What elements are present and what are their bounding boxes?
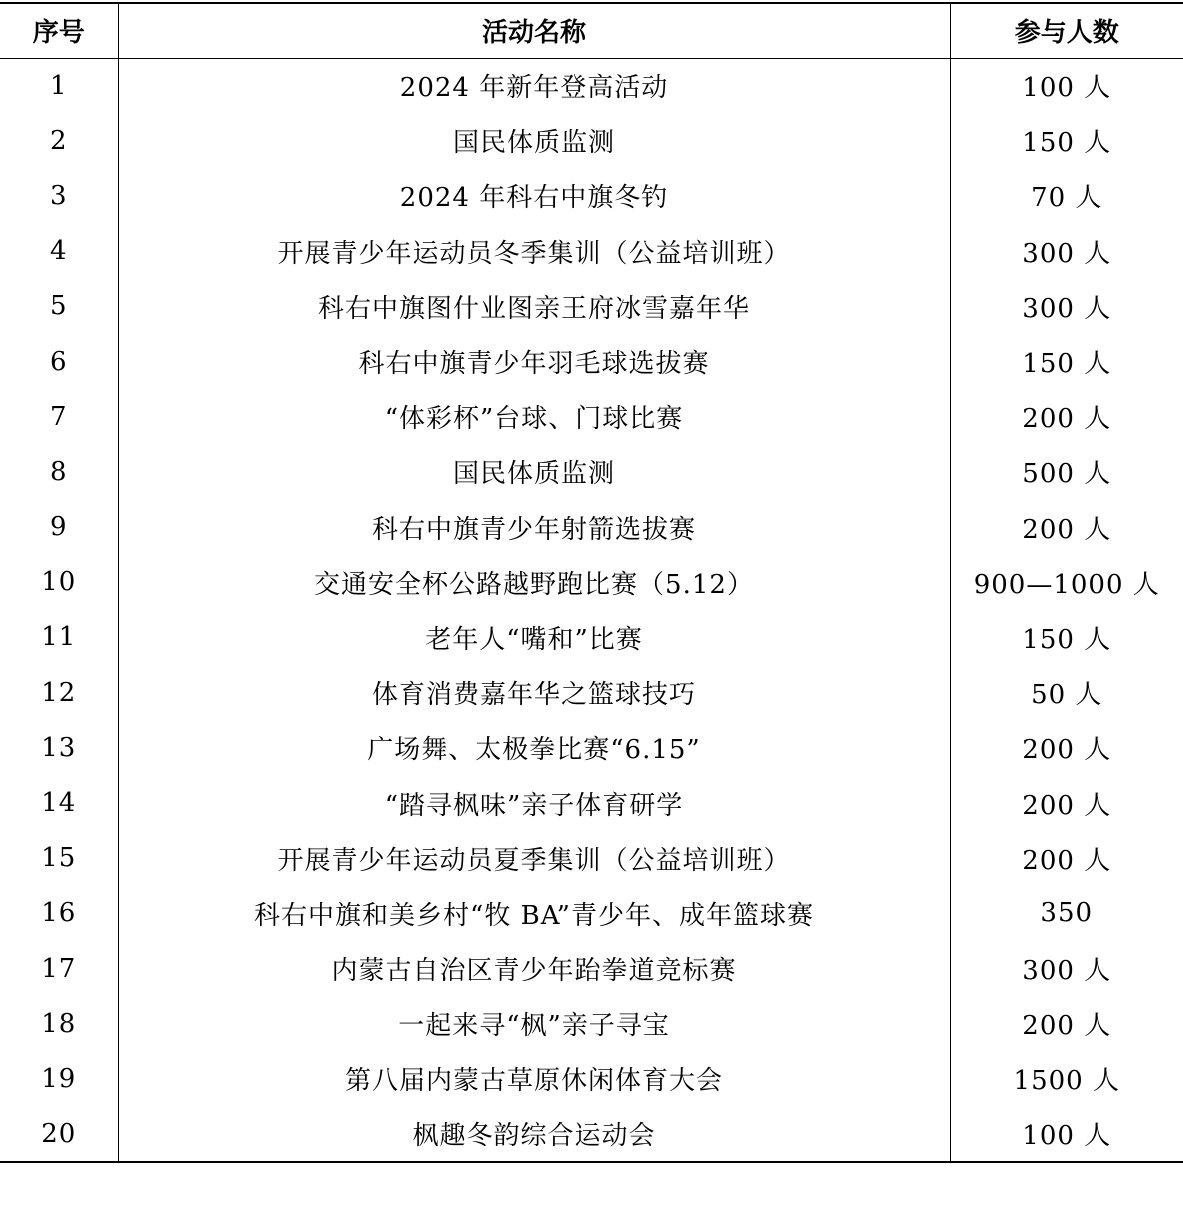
table-row: [0, 224, 1183, 279]
row-index-cell: 18: [0, 996, 118, 1051]
row-activity-name-cell: 开展青少年运动员夏季集训（公益培训班）: [118, 831, 950, 886]
row-participant-count-cell: 1500 人: [1013, 1066, 1120, 1097]
table-header: [0, 3, 1183, 58]
row-index-cell: 1: [0, 58, 118, 113]
table-row: [0, 1051, 1183, 1106]
row-index-cell: 3: [0, 168, 118, 223]
row-participant-count-cell: 200 人: [1022, 790, 1112, 821]
row-participant-count-cell: 150 人: [1022, 349, 1112, 380]
row-index-cell: 20: [0, 1107, 118, 1162]
row-participant-count-cell: 300 人: [1022, 238, 1112, 269]
row-activity-name-cell: 科右中旗青少年羽毛球选拔赛: [118, 334, 950, 389]
table-row: [0, 720, 1183, 775]
row-index-cell: 14: [0, 775, 118, 830]
row-participant-count-cell: 200 人: [1022, 404, 1112, 435]
row-activity-name-cell: “体彩杯”台球、门球比赛: [118, 389, 950, 444]
row-index-cell: 15: [0, 831, 118, 886]
table-row: [0, 500, 1183, 555]
row-participant-count-cell: 50 人: [1031, 680, 1103, 711]
row-participant-count-cell: 900—1000 人: [973, 569, 1160, 600]
row-activity-name-cell: 广场舞、太极拳比赛“6.15”: [118, 720, 950, 775]
row-index-cell: 2: [0, 113, 118, 168]
table-row: [0, 831, 1183, 886]
row-activity-name-cell: 枫趣冬韵综合运动会: [118, 1107, 950, 1162]
row-activity-name-cell: 2024 年科右中旗冬钓: [118, 168, 950, 223]
row-activity-name-cell: 内蒙古自治区青少年跆拳道竞标赛: [118, 941, 950, 996]
row-activity-name-cell: 2024 年新年登高活动: [118, 58, 950, 113]
row-activity-name-cell: 第八届内蒙古草原休闲体育大会: [118, 1051, 950, 1106]
table-row: [0, 168, 1183, 223]
row-index-cell: 19: [0, 1051, 118, 1106]
row-activity-name-cell: 开展青少年运动员冬季集训（公益培训班）: [118, 224, 950, 279]
row-index-cell: 16: [0, 886, 118, 941]
header-name: 活动名称: [118, 3, 950, 58]
table-row: [0, 58, 1183, 113]
row-activity-name-cell: 科右中旗青少年射箭选拔赛: [118, 500, 950, 555]
row-index-cell: 5: [0, 279, 118, 334]
row-participant-count-cell: 100 人: [950, 1107, 1183, 1162]
row-participant-count-cell: 200 人: [1022, 845, 1112, 876]
table-row: [0, 1107, 1183, 1162]
table-row: [0, 941, 1183, 996]
table-row: [0, 665, 1183, 720]
header-row: [0, 3, 1183, 58]
header-index: 序号: [0, 3, 118, 58]
row-activity-name-cell: 一起来寻“枫”亲子寻宝: [118, 996, 950, 1051]
row-index-cell: 12: [0, 665, 118, 720]
row-activity-name-cell: 老年人“嘴和”比赛: [118, 610, 950, 665]
table-row: [0, 444, 1183, 499]
table-row: [0, 996, 1183, 1051]
row-index-cell: 9: [0, 500, 118, 555]
table-row: [0, 610, 1183, 665]
row-activity-name-cell: 科右中旗图什业图亲王府冰雪嘉年华: [118, 279, 950, 334]
header-count: 参与人数: [950, 3, 1183, 58]
row-participant-count-cell: 500 人: [1022, 459, 1112, 490]
table-row: [0, 775, 1183, 830]
table-row: [0, 555, 1183, 610]
row-participant-count-cell: 70 人: [1031, 183, 1103, 214]
activities-table: [0, 2, 1183, 1163]
row-activity-name-cell: 体育消费嘉年华之篮球技巧: [118, 665, 950, 720]
row-participant-count-cell: 300 人: [1022, 293, 1112, 324]
row-index-cell: 13: [0, 720, 118, 775]
table-body: [0, 58, 1183, 1162]
row-participant-count-cell: 150 人: [1022, 624, 1112, 655]
table-row: [0, 113, 1183, 168]
row-participant-count-cell: 300 人: [1022, 956, 1112, 987]
row-participant-count-cell: 200 人: [1022, 735, 1112, 766]
row-activity-name-cell: 国民体质监测: [118, 444, 950, 499]
row-index-cell: 4: [0, 224, 118, 279]
row-activity-name-cell: “踏寻枫味”亲子体育研学: [118, 775, 950, 830]
row-activity-name-cell: 交通安全杯公路越野跑比赛（5.12）: [118, 555, 950, 610]
row-activity-name-cell: 国民体质监测: [118, 113, 950, 168]
row-participant-count-cell: 100 人: [1022, 73, 1112, 104]
row-index-cell: 6: [0, 334, 118, 389]
row-activity-name-cell: 科右中旗和美乡村“牧 BA”青少年、成年篮球赛: [118, 886, 950, 941]
row-index-cell: 8: [0, 444, 118, 499]
table-row: [0, 334, 1183, 389]
row-index-cell: 7: [0, 389, 118, 444]
row-index-cell: 10: [0, 555, 118, 610]
row-participant-count-cell: 150 人: [1022, 128, 1112, 159]
row-index-cell: 17: [0, 941, 118, 996]
table-row: [0, 279, 1183, 334]
row-index-cell: 11: [0, 610, 118, 665]
table-row: [0, 389, 1183, 444]
row-participant-count-cell: 200 人: [1022, 1011, 1112, 1042]
table-row: [0, 886, 1183, 941]
row-participant-count-cell: 350: [1040, 898, 1094, 929]
row-participant-count-cell: 200 人: [1022, 514, 1112, 545]
